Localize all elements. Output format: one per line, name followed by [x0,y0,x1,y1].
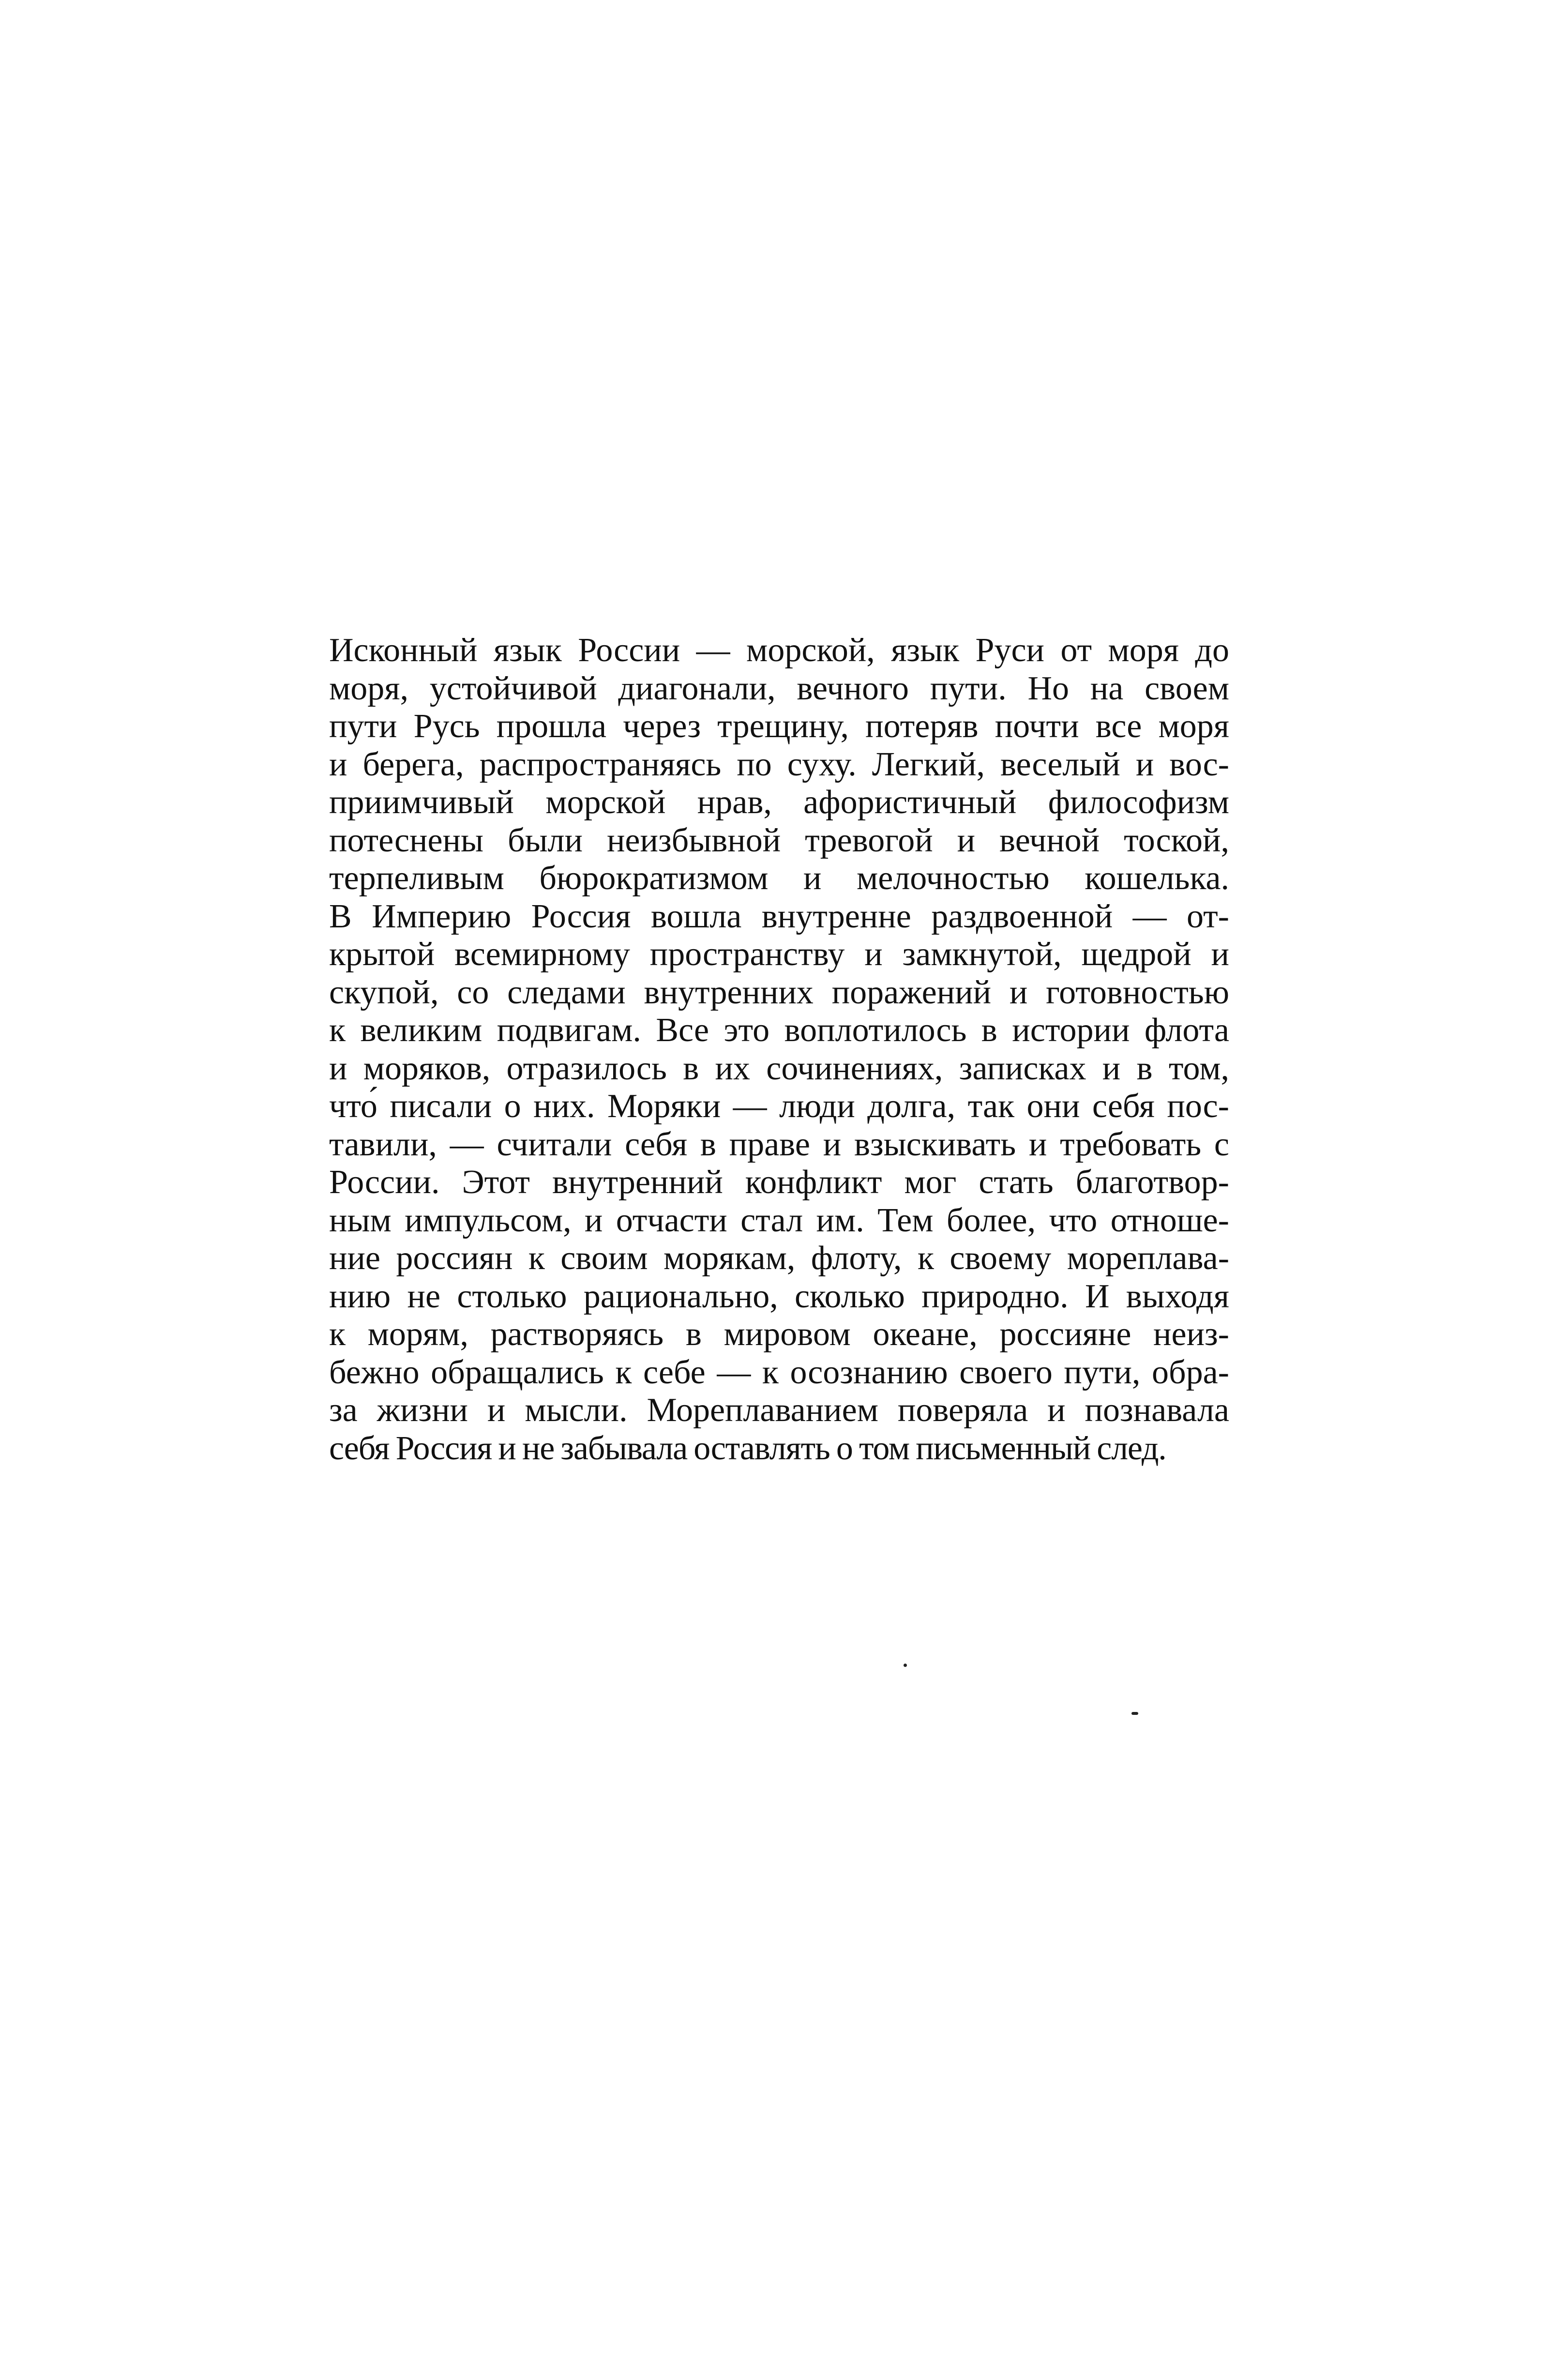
text-line: за жизни и мысли. Мореплаванием поверяла и познавала [329,1392,1229,1429]
print-speck-dash [1131,1712,1138,1715]
text-line: потеснены были неизбывной тревогой и вечной тоской, [329,821,1229,859]
text-line: и моряков, отразилось в их сочинениях, записках и в том, [329,1049,1229,1087]
body-paragraph [329,632,1229,1468]
text-line: бежно обращались к себе — к осознанию своего пути, обра- [329,1353,1229,1391]
text-line: моря, устойчивой диагонали, вечного пути. Но на своем [329,669,1229,707]
text-line: скупой, со следами внутренних поражений и готовностью [329,973,1229,1011]
text-line-last: себя Россия и не забывала оставлять о том письменный след. [329,1429,1166,1467]
print-speck-dot [904,1664,907,1667]
text-line: что́ писали о них. Моряки — люди долга, так они себя пос- [329,1088,1229,1125]
text-line: ние россиян к своим морякам, флоту, к своему мореплава- [329,1240,1229,1277]
text-line: к великим подвигам. Все это воплотилось в истории флота [329,1012,1229,1049]
text-line: приимчивый морской нрав, афористичный философизм [329,784,1229,821]
text-line: крытой всемирному пространству и замкнутой, щедрой и [329,936,1229,973]
text-line: пути Русь прошла через трещину, потеряв почти все моря [329,708,1229,745]
text-line: нию не столько рационально, сколько природно. И выходя [329,1277,1229,1315]
text-line: В Империю Россия вошла внутренне раздвоенной — от- [329,897,1229,935]
text-line: терпеливым бюрократизмом и мелочностью кошелька. [329,860,1229,897]
text-line: Исконный язык России — морской, язык Руси от моря до [329,632,1229,669]
text-line: России. Этот внутренний конфликт мог стать благотвор- [329,1164,1229,1201]
text-line: и берега, распространяясь по суху. Легкий, веселый и вос- [329,745,1229,783]
text-line: к морям, растворяясь в мировом океане, россияне неиз- [329,1316,1229,1353]
text-line: тавили, — считали себя в праве и взыскивать и требовать с [329,1125,1229,1163]
text-line: ным импульсом, и отчасти стал им. Тем более, что отноше- [329,1201,1229,1239]
